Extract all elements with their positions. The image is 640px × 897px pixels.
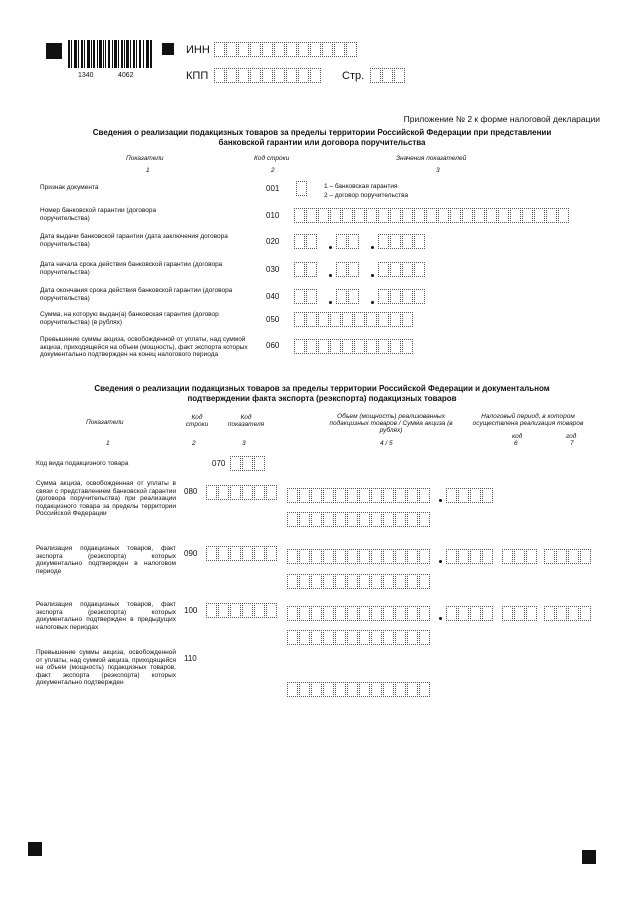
excess-sum-field[interactable] bbox=[294, 339, 414, 354]
decimal-point bbox=[439, 499, 442, 502]
row-100-period-code[interactable] bbox=[502, 606, 538, 621]
issue-date-year[interactable] bbox=[378, 234, 426, 249]
s2-col-num-2: 2 bbox=[192, 440, 196, 447]
corner-marker-top-left bbox=[46, 43, 62, 59]
row-090-indicator-code[interactable] bbox=[206, 546, 278, 561]
row-090-year[interactable] bbox=[544, 549, 592, 564]
s2-col-num-7: 7 bbox=[570, 440, 574, 447]
s2-col-num-6: 6 bbox=[514, 440, 518, 447]
row-110-excise-sum[interactable] bbox=[287, 682, 431, 697]
date-separator bbox=[371, 246, 374, 249]
row-100-volume-integer[interactable] bbox=[287, 606, 431, 621]
s1-row-040-label: Дата окончания срока действия банковской гарантии (договора поручительства) bbox=[40, 287, 233, 302]
guarantee-number-field[interactable] bbox=[294, 208, 570, 223]
s1-row-060-label: Превышение суммы акциза, освобожденной от уплаты, над суммой акциза, приходящейся на объем (мощность), факт экспорта которых документально подтвержден на конец налогового периода bbox=[40, 336, 248, 358]
s1-col-num-2: 2 bbox=[271, 167, 275, 174]
s1-row-060-code: 060 bbox=[266, 341, 280, 350]
row-100-year[interactable] bbox=[544, 606, 592, 621]
s2-row-080-code: 080 bbox=[184, 487, 198, 496]
s2-row-110-label: Превышение суммы акциза, освобожденной от уплаты, над суммой акциза, приходящейся на объем (мощность) подакцизных товаров, факт экспорта (реэкспорта) которых документально подтвержден bbox=[36, 649, 176, 686]
s2-col-header-6: код bbox=[512, 433, 523, 440]
row-090-period-code[interactable] bbox=[502, 549, 538, 564]
s1-row-050-label: Сумма, на которую выдан(а) банковская гарантия (договор поручительства) (в рублях) bbox=[40, 311, 219, 326]
kpp-field[interactable] bbox=[214, 68, 322, 83]
s1-row-030-code: 030 bbox=[266, 265, 280, 274]
row-090-volume-fraction[interactable] bbox=[446, 549, 494, 564]
row-080-indicator-code[interactable] bbox=[206, 485, 278, 500]
issue-date-day[interactable] bbox=[294, 234, 318, 249]
section2-title: Сведения о реализации подакцизных товаров за пределы территории Российской Федерации и документальном подтверждении факта экспорта (реэкспорта) подакцизных товаров bbox=[94, 384, 550, 403]
end-date-day[interactable] bbox=[294, 289, 318, 304]
row-100-indicator-code[interactable] bbox=[206, 603, 278, 618]
date-separator bbox=[371, 274, 374, 277]
section1-title: Сведения о реализации подакцизных товаров за пределы территории Российской Федерации при представлении банковской гарантии или договора поручительства bbox=[92, 128, 552, 147]
s1-col-header-1: Показатели bbox=[126, 155, 164, 162]
barcode-number-right: 4062 bbox=[118, 72, 134, 79]
start-date-day[interactable] bbox=[294, 262, 318, 277]
barcode-number-left: 1340 bbox=[78, 72, 94, 79]
row-080-volume-fraction[interactable] bbox=[446, 488, 494, 503]
decimal-point bbox=[439, 560, 442, 563]
appendix-title: Приложение № 2 к форме налоговой декларации bbox=[403, 114, 600, 124]
row-100-volume-fraction[interactable] bbox=[446, 606, 494, 621]
s2-col-num-45: 4 / 5 bbox=[380, 440, 393, 447]
s2-col-header-2: Код строки bbox=[185, 414, 209, 428]
inn-label: ИНН bbox=[186, 44, 210, 56]
s1-row-020-code: 020 bbox=[266, 237, 280, 246]
end-date-month[interactable] bbox=[336, 289, 360, 304]
s2-col-num-1: 1 bbox=[106, 440, 110, 447]
barcode bbox=[68, 40, 152, 68]
date-separator bbox=[329, 274, 332, 277]
s1-row-020-label: Дата выдачи банковской гарантии (дата заключения договора поручительства) bbox=[40, 233, 228, 248]
s2-row-090-label: Реализация подакцизных товаров, факт экспорта (реэкспорта) которых документально подтвержден в налоговом периоде bbox=[36, 545, 176, 575]
s2-row-110-code: 110 bbox=[184, 654, 197, 663]
corner-marker-bottom-left bbox=[28, 842, 42, 856]
s1-row-001-label: Признак документа bbox=[40, 184, 99, 191]
s1-row-030-label: Дата начала срока действия банковской гарантии (договора поручительства) bbox=[40, 261, 223, 276]
row-080-excise-sum[interactable] bbox=[287, 512, 431, 527]
s2-col-num-3: 3 bbox=[242, 440, 246, 447]
page-label: Стр. bbox=[342, 70, 365, 82]
s1-row-001-code: 001 bbox=[266, 184, 280, 193]
start-date-year[interactable] bbox=[378, 262, 426, 277]
s2-row-080-label: Сумма акциза, освобожденная от уплаты в связи с представлением банковской гарантии (договора поручительства) при реализации подакцизного товара за пределы территории Российской Федерации bbox=[36, 480, 176, 517]
row-100-excise-sum[interactable] bbox=[287, 630, 431, 645]
doc-sign-option-2: 2 – договор поручительства bbox=[324, 192, 409, 199]
s1-col-header-2: Код строки bbox=[254, 155, 290, 162]
date-separator bbox=[371, 301, 374, 304]
row-090-volume-integer[interactable] bbox=[287, 549, 431, 564]
corner-marker-top-right bbox=[162, 43, 174, 55]
s2-col-header-45: Объем (мощность) реализованных подакцизных товаров / Сумма акциза (в рублях) bbox=[329, 413, 453, 434]
kpp-label: КПП bbox=[186, 70, 209, 82]
s2-col-header-3: Код показателя bbox=[227, 414, 265, 428]
s1-row-010-code: 010 bbox=[266, 211, 280, 220]
date-separator bbox=[329, 301, 332, 304]
corner-marker-bottom-right bbox=[582, 850, 596, 864]
s2-col-header-7: год bbox=[566, 433, 577, 440]
issue-date-month[interactable] bbox=[336, 234, 360, 249]
s2-row-070-code: 070 bbox=[212, 459, 226, 468]
s1-col-header-3: Значения показателей bbox=[396, 155, 467, 162]
s1-row-050-code: 050 bbox=[266, 315, 280, 324]
inn-field[interactable] bbox=[214, 42, 358, 57]
doc-sign-field[interactable] bbox=[296, 181, 308, 196]
decimal-point bbox=[439, 617, 442, 620]
end-date-year[interactable] bbox=[378, 289, 426, 304]
s2-row-090-code: 090 bbox=[184, 549, 198, 558]
row-080-volume-integer[interactable] bbox=[287, 488, 431, 503]
s2-col-header-1: Показатели bbox=[86, 419, 124, 426]
s1-row-010-label: Номер банковской гарантии (договора поручительства) bbox=[40, 207, 157, 222]
product-type-code-field[interactable] bbox=[230, 456, 266, 471]
doc-sign-option-1: 1 – банковская гарантия bbox=[324, 183, 398, 190]
s2-row-100-code: 100 bbox=[184, 606, 198, 615]
s1-col-num-3: 3 bbox=[436, 167, 440, 174]
page-field[interactable] bbox=[370, 68, 406, 83]
guarantee-sum-field[interactable] bbox=[294, 312, 414, 327]
s2-col-header-67: Налоговый период, в котором осуществлена реализация товаров bbox=[472, 413, 584, 427]
start-date-month[interactable] bbox=[336, 262, 360, 277]
date-separator bbox=[329, 246, 332, 249]
s1-row-040-code: 040 bbox=[266, 292, 280, 301]
row-090-excise-sum[interactable] bbox=[287, 574, 431, 589]
s2-row-100-label: Реализация подакцизных товаров, факт экспорта (реэкспорта) которых документально подтвержден в предыдущих налоговых периодах bbox=[36, 601, 176, 631]
s1-col-num-1: 1 bbox=[146, 167, 150, 174]
s2-row-070-label: Код вида подакцизного товара bbox=[36, 460, 129, 467]
